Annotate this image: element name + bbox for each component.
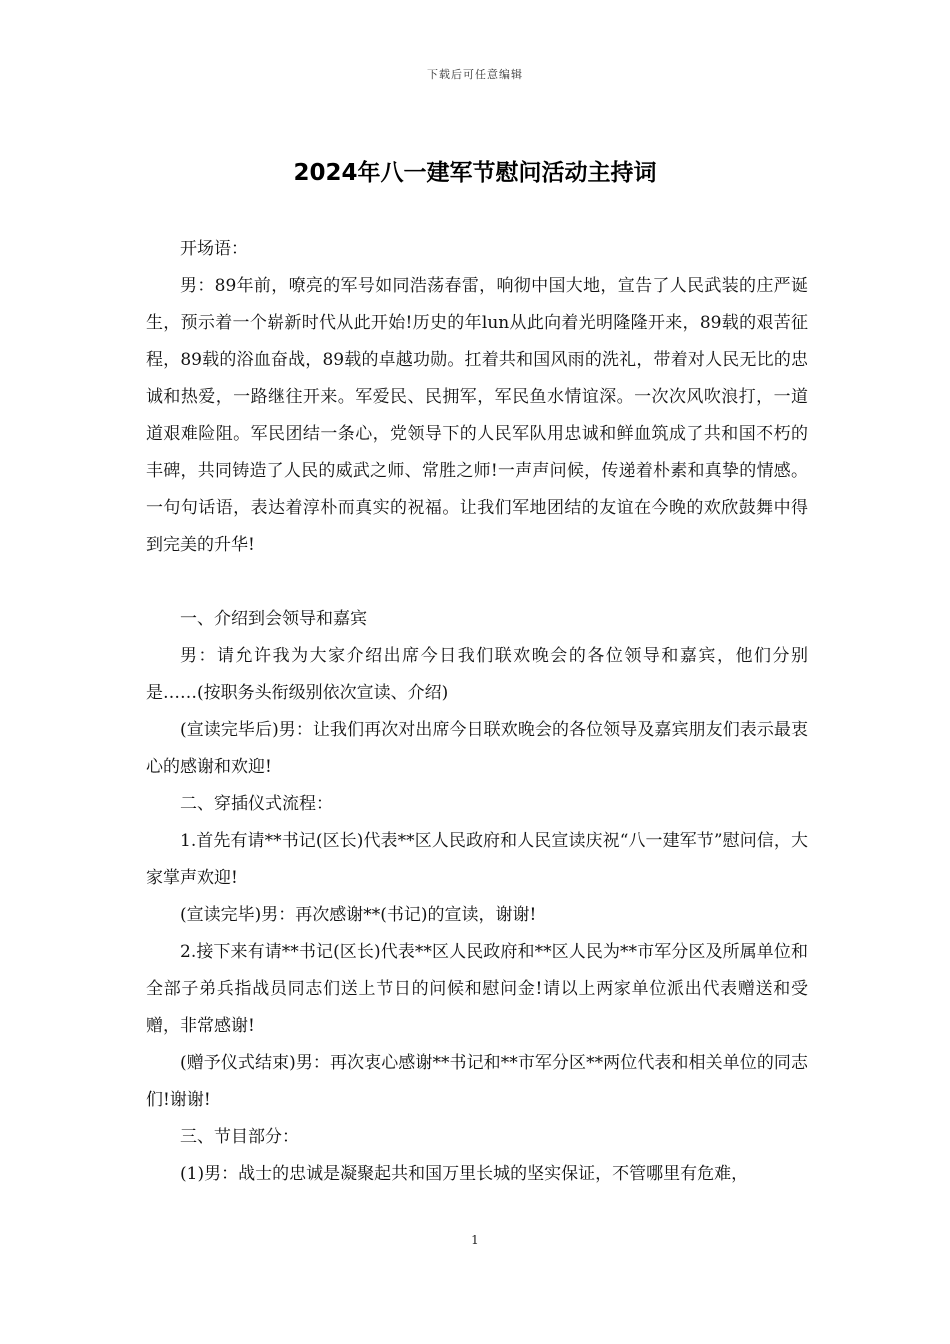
page-number: 1 xyxy=(471,1233,479,1247)
paragraph-ceremony-thanks-1: (宣读完毕)男：再次感谢**(书记)的宣读，谢谢! xyxy=(180,905,537,925)
section-heading-program: 三、节目部分： xyxy=(180,1127,299,1147)
paragraph-gap xyxy=(146,564,808,601)
section-heading-introductions: 一、介绍到会领导和嘉宾 xyxy=(180,609,367,629)
paragraph-thanks-guests: (宣读完毕后)男：让我们再次对出席今日联欢晚会的各位领导及嘉宾朋友们表示最衷心的感谢和欢迎! xyxy=(146,720,808,777)
paragraph-ceremony-thanks-2: (赠予仪式结束)男：再次衷心感谢**书记和**市军分区**两位代表和相关单位的同志们!谢谢! xyxy=(146,1053,808,1110)
document-title: 2024年八一建军节慰问活动主持词 xyxy=(293,160,657,186)
paragraph-ceremony-step-2: 2.接下来有请**书记(区长)代表**区人民政府和**区人民为**市军分区及所属单位和全部子弟兵指战员同志们送上节日的问候和慰问金!请以上两家单位派出代表赠送和受赠，非常感谢! xyxy=(146,942,808,1036)
paragraph-ceremony-step-1: 1.首先有请**书记(区长)代表**区人民政府和人民宣读庆祝“八一建军节”慰问信，大家掌声欢迎! xyxy=(146,831,808,888)
section-heading-ceremony: 二、穿插仪式流程： xyxy=(180,794,333,814)
paragraph-program-1: (1)男：战士的忠诚是凝聚起共和国万里长城的坚实保证，不管哪里有危难， xyxy=(180,1164,749,1184)
document-body xyxy=(146,231,808,1193)
paragraph-opening-speech: 男：89年前，嘹亮的军号如同浩荡春雷，响彻中国大地，宣告了人民武装的庄严诞生，预示着一个崭新时代从此开始!历史的年lun从此向着光明隆隆开来，89载的艰苦征程，89载的浴血奋战，89载的卓越功勋。扛着共和国风雨的洗礼，带着对人民无比的忠诚和热爱，一路继往开来。军爱民、民拥军，军民鱼水情谊深。一次次风吹浪打，一道道艰难险阻。军民团结一条心，党领导下的人民军队用忠诚和鲜血筑成了共和国不朽的丰碑，共同铸造了人民的威武之师、常胜之师!一声声问候，传递着朴素和真挚的情感。一句句话语，表达着淳朴而真实的祝福。让我们军地团结的友谊在今晚的欢欣鼓舞中得到完美的升华! xyxy=(146,276,808,555)
paragraph-opening-label: 开场语： xyxy=(180,239,248,259)
paragraph-introductions: 男：请允许我为大家介绍出席今日我们联欢晚会的各位领导和嘉宾，他们分别是……(按职务头衔级别依次宣读、介绍) xyxy=(146,646,808,703)
header-note: 下载后可任意编辑 xyxy=(427,68,523,81)
